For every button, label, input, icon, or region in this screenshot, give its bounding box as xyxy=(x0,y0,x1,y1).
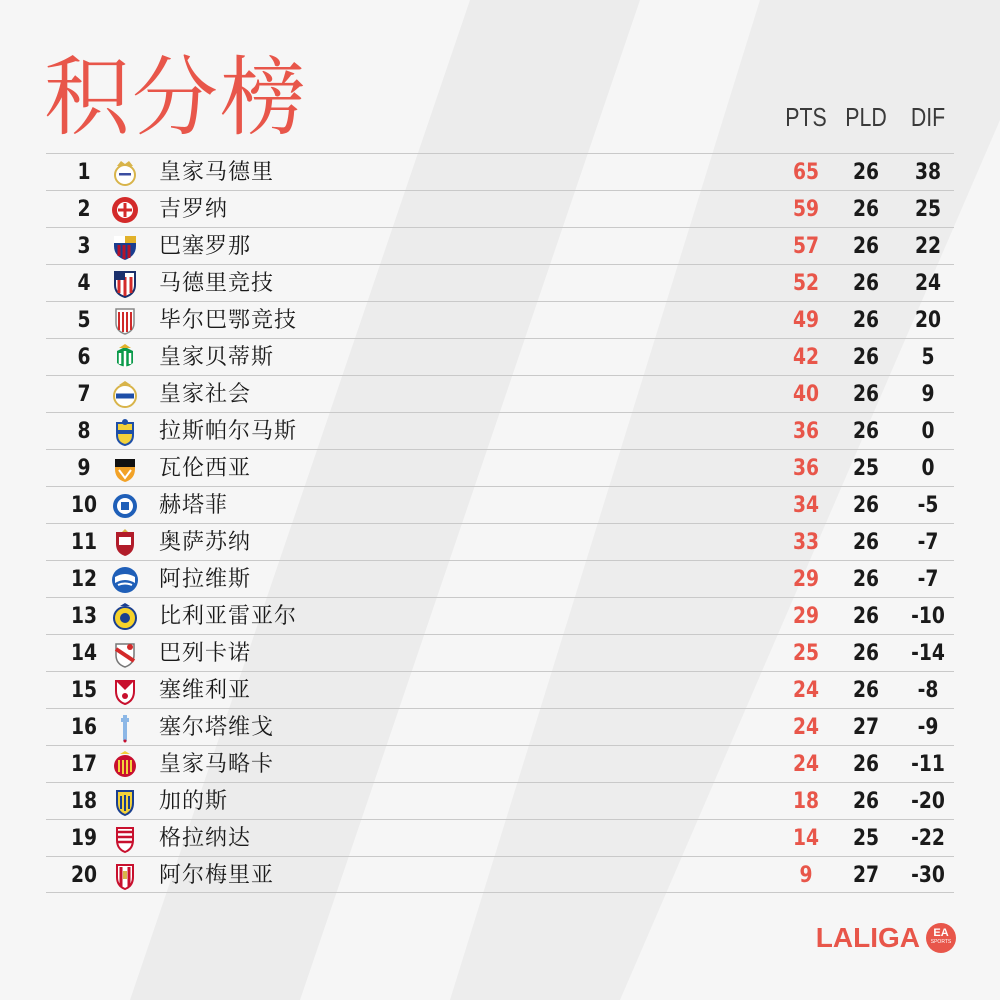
pts-cell: 24 xyxy=(792,752,820,777)
dif-cell: 0 xyxy=(921,419,935,444)
team-name-cell: 拉斯帕尔马斯 xyxy=(159,419,298,444)
dif-cell: -5 xyxy=(917,493,939,518)
pts-cell: 65 xyxy=(792,160,820,185)
pts-cell: 42 xyxy=(792,345,820,370)
ea-badge-sub: SPORTS xyxy=(930,939,952,945)
rank-cell: 15 xyxy=(70,678,98,703)
dif-cell: -7 xyxy=(917,530,939,555)
table-row xyxy=(46,708,954,745)
dif-cell: 5 xyxy=(921,345,935,370)
rayo-vallecano-crest-icon xyxy=(110,639,140,669)
pts-cell: 40 xyxy=(792,382,820,407)
pts-cell: 57 xyxy=(792,234,820,259)
pld-cell: 27 xyxy=(852,715,880,740)
table-row xyxy=(46,671,954,708)
pts-cell: 24 xyxy=(792,715,820,740)
rank-cell: 12 xyxy=(70,567,98,592)
team-name-cell: 塞维利亚 xyxy=(159,678,252,703)
pld-cell: 27 xyxy=(852,863,880,888)
dif-cell: -11 xyxy=(911,752,945,777)
table-row xyxy=(46,301,954,338)
osasuna-crest-icon xyxy=(110,528,140,558)
rank-cell: 14 xyxy=(70,641,98,666)
cadiz-crest-icon xyxy=(110,787,140,817)
almeria-crest-icon xyxy=(110,861,140,891)
table-row xyxy=(46,412,954,449)
table-row xyxy=(46,227,954,264)
dif-cell: -8 xyxy=(917,678,939,703)
dif-cell: 20 xyxy=(914,308,942,333)
standings-table xyxy=(46,153,954,893)
rank-cell: 18 xyxy=(70,789,98,814)
column-header-dif: DIF xyxy=(910,102,946,132)
team-name-cell: 皇家马略卡 xyxy=(159,752,275,777)
table-row xyxy=(46,338,954,375)
pld-cell: 26 xyxy=(852,382,880,407)
mallorca-crest-icon xyxy=(110,750,140,780)
team-name-cell: 瓦伦西亚 xyxy=(159,456,252,481)
column-headers xyxy=(0,102,1000,138)
team-name-cell: 阿拉维斯 xyxy=(159,567,252,592)
dif-cell: -9 xyxy=(917,715,939,740)
alaves-crest-icon xyxy=(110,565,140,595)
dif-cell: 25 xyxy=(914,197,942,222)
pld-cell: 26 xyxy=(852,234,880,259)
ea-sports-badge xyxy=(926,923,956,953)
table-row xyxy=(46,375,954,412)
team-name-cell: 阿尔梅里亚 xyxy=(159,863,275,888)
real-betis-crest-icon xyxy=(110,343,140,373)
pts-cell: 36 xyxy=(792,419,820,444)
pld-cell: 26 xyxy=(852,530,880,555)
column-header-pts: PTS xyxy=(785,102,827,132)
laliga-wordmark: LALIGA xyxy=(815,922,920,953)
team-name-cell: 马德里竞技 xyxy=(159,271,275,296)
pld-cell: 26 xyxy=(852,308,880,333)
table-row xyxy=(46,264,954,301)
pts-cell: 29 xyxy=(792,567,820,592)
team-name-cell: 赫塔菲 xyxy=(159,493,229,518)
dif-cell: -14 xyxy=(911,641,945,666)
rank-cell: 4 xyxy=(77,271,91,296)
team-name-cell: 毕尔巴鄂竞技 xyxy=(159,308,298,333)
las-palmas-crest-icon xyxy=(110,417,140,447)
page-title: 积分榜 xyxy=(44,48,308,148)
table-row xyxy=(46,634,954,671)
pld-cell: 26 xyxy=(852,641,880,666)
pld-cell: 26 xyxy=(852,271,880,296)
rank-cell: 9 xyxy=(77,456,91,481)
real-sociedad-crest-icon xyxy=(110,380,140,410)
dif-cell: 38 xyxy=(914,160,942,185)
barcelona-crest-icon xyxy=(110,232,140,262)
pld-cell: 26 xyxy=(852,752,880,777)
pld-cell: 26 xyxy=(852,419,880,444)
real-madrid-crest-icon xyxy=(110,158,140,188)
team-name-cell: 巴列卡诺 xyxy=(159,641,252,666)
dif-cell: 22 xyxy=(914,234,942,259)
rank-cell: 8 xyxy=(77,419,91,444)
pts-cell: 9 xyxy=(799,863,813,888)
rank-cell: 5 xyxy=(77,308,91,333)
table-row xyxy=(46,153,954,190)
rank-cell: 17 xyxy=(70,752,98,777)
atletico-madrid-crest-icon xyxy=(110,269,140,299)
table-row xyxy=(46,745,954,782)
pts-cell: 29 xyxy=(792,604,820,629)
team-name-cell: 塞尔塔维戈 xyxy=(159,715,275,740)
dif-cell: 24 xyxy=(914,271,942,296)
rank-cell: 16 xyxy=(70,715,98,740)
rank-cell: 19 xyxy=(70,826,98,851)
team-name-cell: 加的斯 xyxy=(159,789,229,814)
team-name-cell: 比利亚雷亚尔 xyxy=(159,604,298,629)
table-row xyxy=(46,597,954,634)
pts-cell: 25 xyxy=(792,641,820,666)
team-name-cell: 皇家社会 xyxy=(159,382,252,407)
pts-cell: 59 xyxy=(792,197,820,222)
table-row xyxy=(46,523,954,560)
table-row xyxy=(46,190,954,227)
pts-cell: 14 xyxy=(792,826,820,851)
pts-cell: 52 xyxy=(792,271,820,296)
rank-cell: 6 xyxy=(77,345,91,370)
rank-cell: 20 xyxy=(70,863,98,888)
celta-vigo-crest-icon xyxy=(110,713,140,743)
rank-cell: 1 xyxy=(77,160,91,185)
pld-cell: 26 xyxy=(852,197,880,222)
team-name-cell: 皇家马德里 xyxy=(159,160,275,185)
pld-cell: 25 xyxy=(852,826,880,851)
table-row xyxy=(46,486,954,523)
dif-cell: -22 xyxy=(911,826,945,851)
girona-crest-icon xyxy=(110,195,140,225)
pld-cell: 26 xyxy=(852,160,880,185)
dif-cell: 9 xyxy=(921,382,935,407)
pts-cell: 24 xyxy=(792,678,820,703)
team-name-cell: 吉罗纳 xyxy=(159,197,229,222)
pld-cell: 26 xyxy=(852,789,880,814)
team-name-cell: 巴塞罗那 xyxy=(159,234,252,259)
table-row xyxy=(46,560,954,597)
getafe-crest-icon xyxy=(110,491,140,521)
dif-cell: -20 xyxy=(911,789,945,814)
rank-cell: 7 xyxy=(77,382,91,407)
rank-cell: 11 xyxy=(70,530,98,555)
rank-cell: 13 xyxy=(70,604,98,629)
dif-cell: -30 xyxy=(911,863,945,888)
pld-cell: 26 xyxy=(852,345,880,370)
athletic-club-crest-icon xyxy=(110,306,140,336)
pld-cell: 26 xyxy=(852,567,880,592)
ea-badge-main: EA xyxy=(933,927,949,939)
team-name-cell: 皇家贝蒂斯 xyxy=(159,345,275,370)
rank-cell: 2 xyxy=(77,197,91,222)
column-header-pld: PLD xyxy=(845,102,887,132)
pts-cell: 18 xyxy=(792,789,820,814)
table-row xyxy=(46,449,954,486)
team-name-cell: 奥萨苏纳 xyxy=(159,530,252,555)
pts-cell: 34 xyxy=(792,493,820,518)
dif-cell: -7 xyxy=(917,567,939,592)
table-row xyxy=(46,856,954,893)
sevilla-crest-icon xyxy=(110,676,140,706)
pld-cell: 25 xyxy=(852,456,880,481)
pld-cell: 26 xyxy=(852,493,880,518)
team-name-cell: 格拉纳达 xyxy=(159,826,252,851)
pld-cell: 26 xyxy=(852,678,880,703)
granada-crest-icon xyxy=(110,824,140,854)
rank-cell: 3 xyxy=(77,234,91,259)
table-row xyxy=(46,819,954,856)
pts-cell: 33 xyxy=(792,530,820,555)
table-row xyxy=(46,782,954,819)
laliga-logo xyxy=(816,918,956,958)
pts-cell: 49 xyxy=(792,308,820,333)
villarreal-crest-icon xyxy=(110,602,140,632)
pld-cell: 26 xyxy=(852,604,880,629)
pts-cell: 36 xyxy=(792,456,820,481)
valencia-crest-icon xyxy=(110,454,140,484)
dif-cell: 0 xyxy=(921,456,935,481)
rank-cell: 10 xyxy=(70,493,98,518)
dif-cell: -10 xyxy=(911,604,945,629)
